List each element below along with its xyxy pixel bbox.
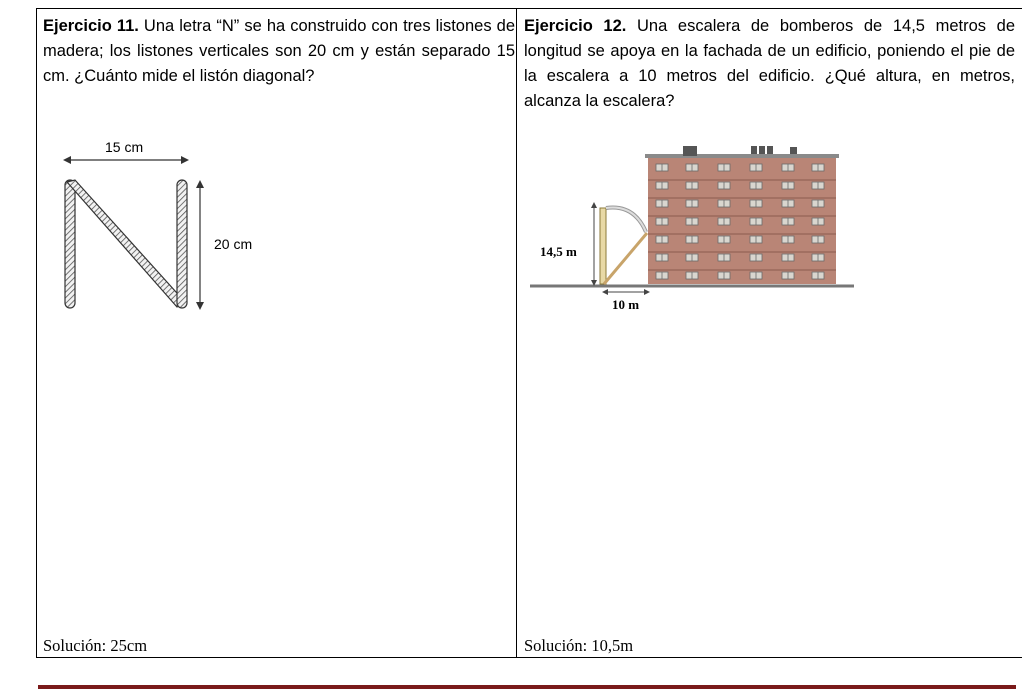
footer-rule <box>38 685 1016 689</box>
left-plank <box>65 180 75 308</box>
exercise-12-title: Ejercicio 12. <box>524 17 627 35</box>
ladder-label: 14,5 m <box>540 244 577 259</box>
column-divider <box>516 8 517 658</box>
base-dimension <box>602 289 650 295</box>
exercise-12-text: Una escalera de bomberos de 14,5 metros de longitud se apoya en la fachada de un edificio, poniendo el pie de la escalera a 10 metros del edificio. ¿Qué altura, en metros, alcanza la escalera? <box>524 17 1016 110</box>
right-plank <box>177 180 187 308</box>
building <box>645 146 839 284</box>
ladder <box>604 233 647 284</box>
exercise-11-cell <box>37 8 515 658</box>
width-arrow <box>63 156 189 164</box>
height-arrow <box>196 180 204 310</box>
base-label: 10 m <box>612 297 640 312</box>
exercise-11-statement <box>43 14 515 89</box>
diagonal-plank <box>67 180 185 307</box>
building-ladder-figure <box>524 136 864 321</box>
exercise-11-solution: Solución: 25cm <box>43 636 148 655</box>
reached-height-bar <box>600 208 606 284</box>
height-dimension <box>591 202 597 286</box>
height-label: 20 cm <box>214 236 253 252</box>
exercise-12-cell <box>518 8 1015 658</box>
exercise-11-text: Una letra “N” se ha construido con tres listones de madera; los listones verticales son 20 cm y están separado 15 cm. ¿Cuánto mide el listón diagonal? <box>43 17 515 85</box>
exercise-12-statement <box>524 14 1015 114</box>
exercise-11-title: Ejercicio 11. <box>43 17 139 35</box>
width-label: 15 cm <box>105 139 144 155</box>
exercise-12-solution: Solución: 10,5m <box>524 636 634 655</box>
letter-n-figure <box>57 136 277 321</box>
